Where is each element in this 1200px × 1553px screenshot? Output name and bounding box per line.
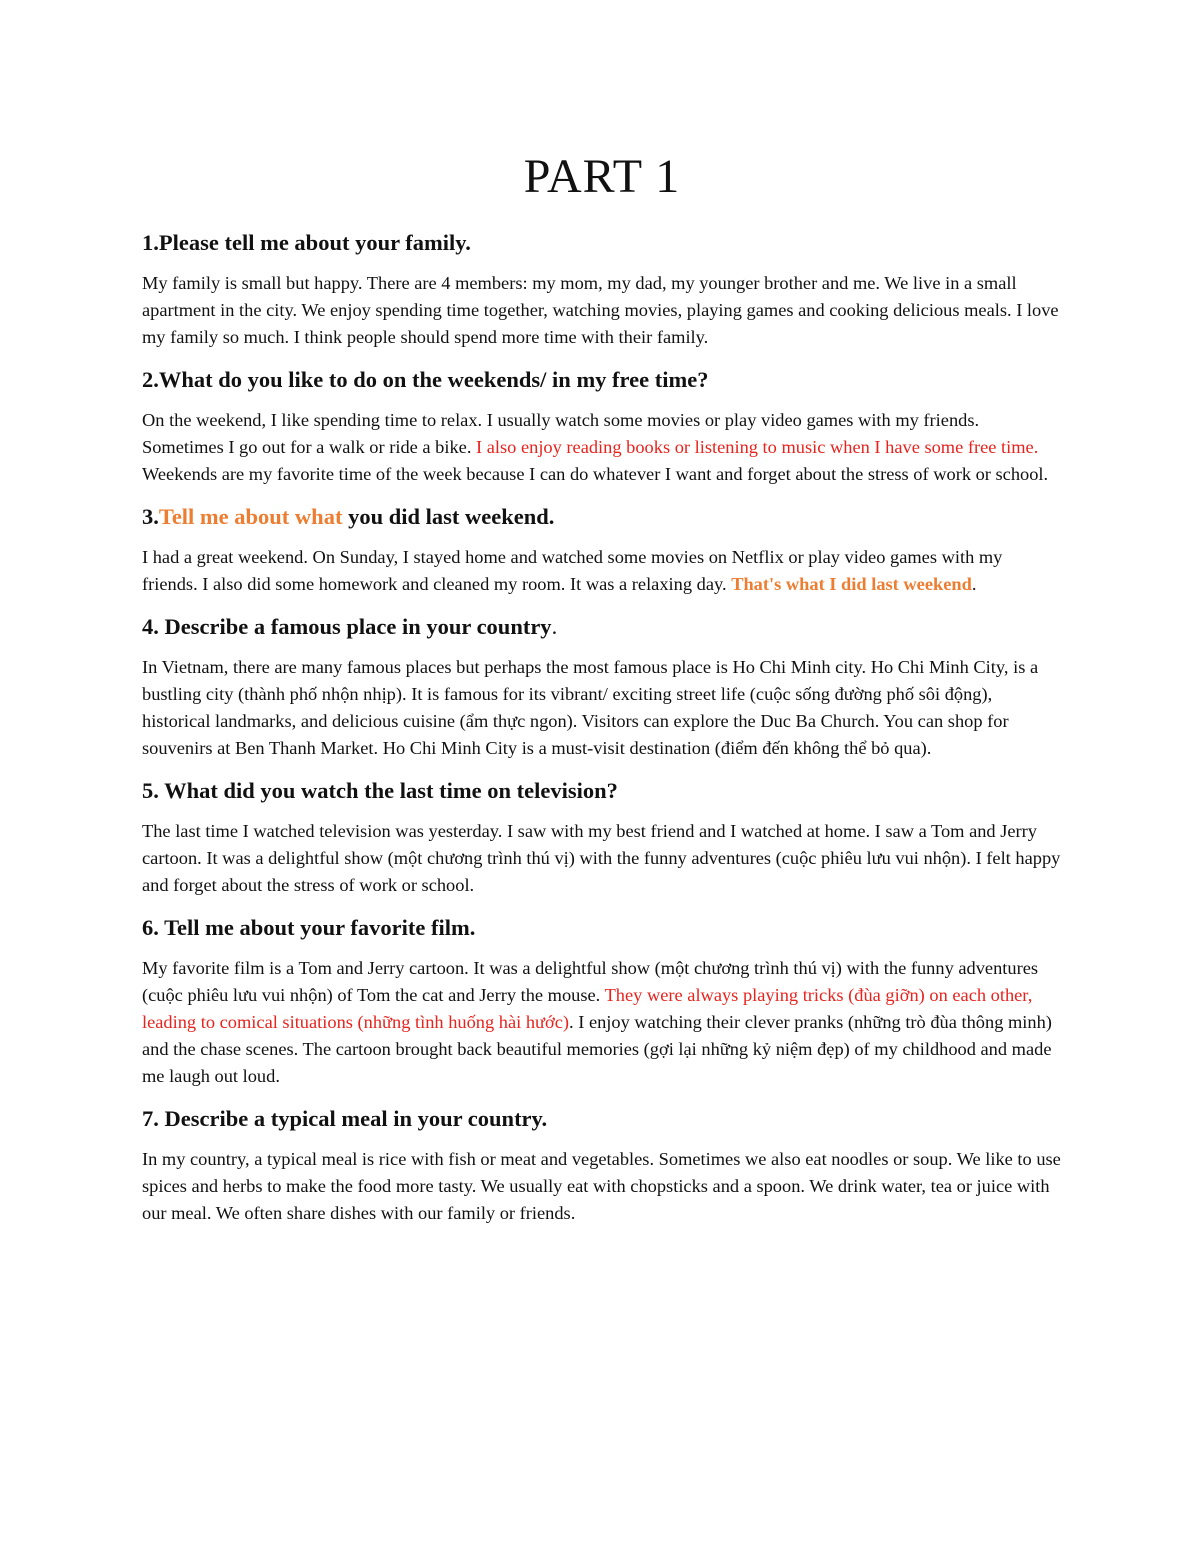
question-3-highlight-orange: Tell me about what — [158, 504, 343, 529]
section-q1 — [142, 228, 1062, 351]
answer-1: My family is small but happy. There are 4 members: my mom, my dad, my younger brother and me. We live in a small apartment in the city. We enjoy spending time together, watching movies, playing games and cooking delicious meals. I love my family so much. I think people should spend more time with their family. — [142, 273, 1059, 347]
section-q7 — [142, 1104, 1062, 1227]
question-4-text: 4. Describe a famous place in your country — [142, 614, 552, 639]
question-4-period: . — [551, 614, 558, 639]
answer-2 — [142, 407, 1062, 488]
section-q6 — [142, 913, 1062, 1090]
answer-3-text-a: I had a great weekend. On Sunday, I stayed home and watched some movies on Netflix or play video games with my friends. I also did some homework and cleaned my room. It was a relaxing day. — [142, 547, 1003, 594]
question-4 — [142, 612, 1062, 642]
answer-6-text-b: . I enjoy watching their clever pranks (những trò đùa thông minh) and the chase scenes. The cartoon brought back beautiful memories (gợi lại những kỷ niệm đẹp) of my childhood and made me laugh out loud. — [142, 1012, 1052, 1086]
answer-3 — [142, 544, 1062, 598]
section-q5 — [142, 776, 1062, 899]
question-7: 7. Describe a typical meal in your country. — [142, 1106, 548, 1131]
answer-2-text-b: Weekends are my favorite time of the week because I can do whatever I want and forget about the stress of work or school. — [142, 464, 1049, 484]
question-3-rest: you did last weekend. — [342, 504, 555, 529]
answer-3-text-b: . — [971, 574, 977, 594]
section-q3 — [142, 502, 1062, 598]
question-3 — [142, 502, 1062, 532]
section-q2 — [142, 365, 1062, 488]
answer-6 — [142, 955, 1062, 1090]
answer-2-text-a: On the weekend, I like spending time to relax. I usually watch some movies or play video games with my friends. Sometimes I go out for a walk or ride a bike. — [142, 410, 980, 457]
question-3-number: 3. — [142, 504, 159, 529]
answer-5: The last time I watched television was yesterday. I saw with my best friend and I watched at home. I saw a Tom and Jerry cartoon. It was a delightful show (một chương trình thú vị) with the funny adventures (cuộc phiêu lưu vui nhộn). I felt happy and forget about the stress of work or school. — [142, 821, 1061, 895]
answer-2-highlight-red: I also enjoy reading books or listening to music when I have some free time. — [476, 437, 1039, 457]
answer-6-highlight-red: They were always playing tricks (đùa giỡn) on each other, leading to comical situations (những tình huống hài hước) — [142, 985, 1033, 1032]
answer-4: In Vietnam, there are many famous places but perhaps the most famous place is Ho Chi Minh city. Ho Chi Minh City, is a bustling city (thành phố nhộn nhịp). It is famous for its vibrant/ exciting street life (cuộc sống đường phố sôi động), historical landmarks, and delicious cuisine (ẩm thực ngon). Visitors can explore the Duc Ba Church. You can shop for souvenirs at Ben Thanh Market. Ho Chi Minh City is a must-visit destination (điểm đến không thể bỏ qua). — [142, 657, 1039, 758]
question-5: 5. What did you watch the last time on television? — [142, 778, 618, 803]
question-2: 2.What do you like to do on the weekends/ in my free time? — [142, 367, 709, 392]
page-title: PART 1 — [523, 150, 681, 203]
answer-3-highlight-orange: That's what I did last weekend — [731, 574, 972, 594]
answer-6-text-a: My favorite film is a Tom and Jerry cartoon. It was a delightful show (một chương trình thú vị) with the funny adventures (cuộc phiêu lưu vui nhộn) of Tom the cat and Jerry the mouse. — [142, 958, 1039, 1005]
question-6: 6. Tell me about your favorite film. — [142, 915, 476, 940]
section-q4 — [142, 612, 1062, 762]
question-1: 1.Please tell me about your family. — [142, 230, 471, 255]
answer-7: In my country, a typical meal is rice with fish or meat and vegetables. Sometimes we also eat noodles or soup. We like to use spices and herbs to make the food more tasty. We usually eat with chopsticks and a spoon. We drink water, tea or juice with our meal. We often share dishes with our family or friends. — [142, 1149, 1061, 1223]
